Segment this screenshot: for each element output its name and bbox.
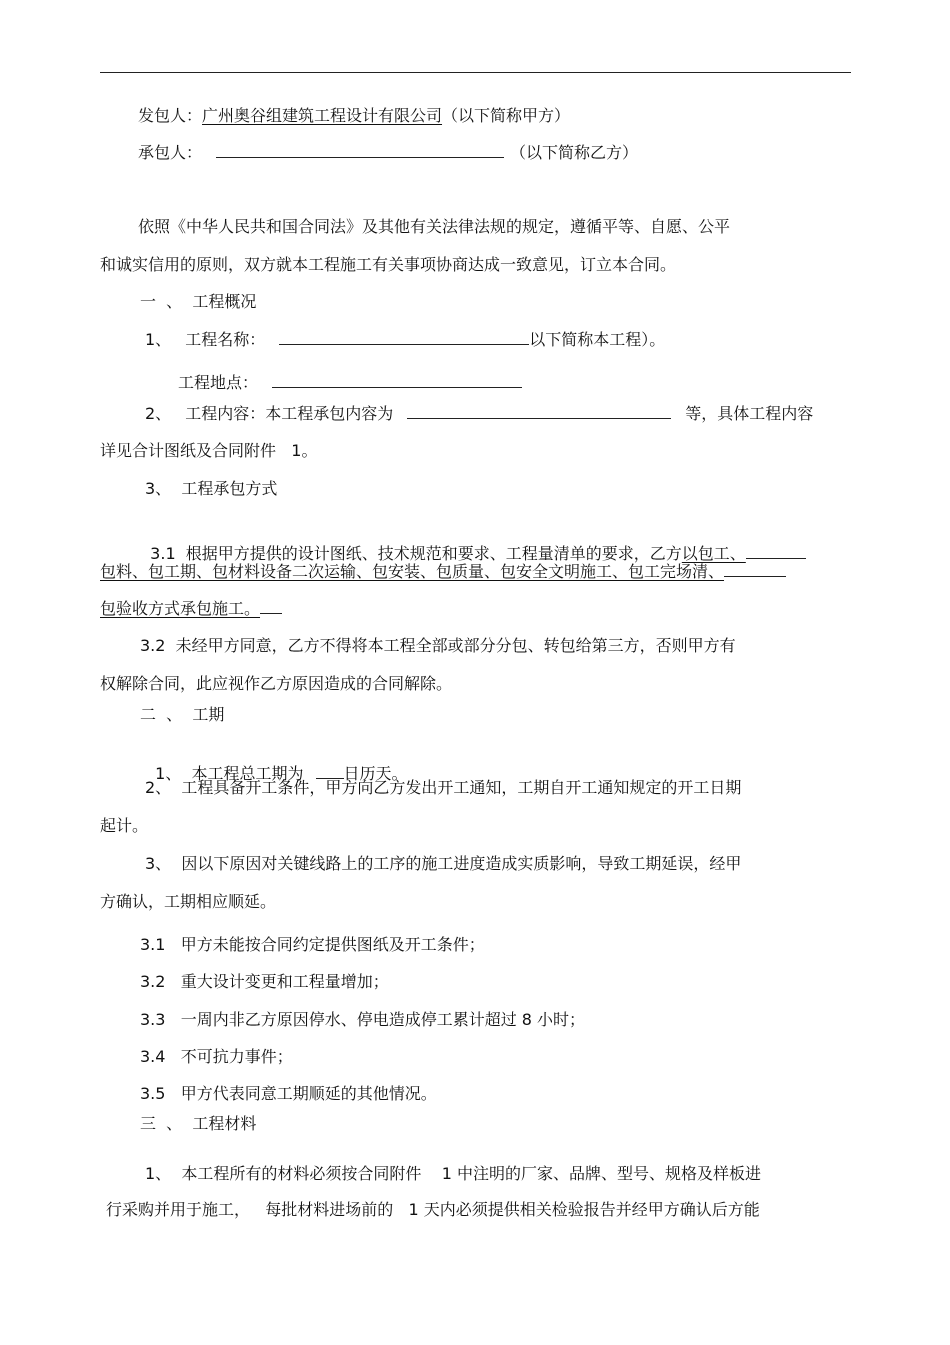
start-condition-line-2: 起计。 bbox=[100, 816, 149, 835]
duration-suffix: 日历天。 bbox=[343, 764, 408, 783]
section-3-heading: 三 、 工程材料 bbox=[140, 1114, 257, 1133]
section-1-heading: 一 、 工程概况 bbox=[140, 292, 257, 311]
project-location-line bbox=[178, 372, 522, 394]
delay-item: 3.1 甲方未能按合同约定提供图纸及开工条件； bbox=[140, 935, 485, 954]
start-condition-line-1: 2、 工程具备开工条件，甲方向乙方发出开工通知，工期自开工通知规定的开工日期 bbox=[145, 778, 742, 797]
clause-3-1-blank-2 bbox=[724, 562, 786, 577]
clause-3-1-underlined-2: 包料、包工期、包材料设备二次运输、包安装、包质量、包安全文明施工、包工完场清、 bbox=[100, 562, 725, 581]
delay-item: 3.4 不可抗力事件； bbox=[140, 1047, 293, 1066]
clause-3-2-line-2: 权解除合同，此应视作乙方原因造成的合同解除。 bbox=[100, 674, 453, 693]
employer-label: 发包人： bbox=[138, 106, 203, 125]
employer-name: 广州奥谷组建筑工程设计有限公司 bbox=[202, 106, 443, 125]
project-content-line-2: 详见合计图纸及合同附件 1。 bbox=[100, 441, 318, 460]
clause-3-1-text: 3.1 根据甲方提供的设计图纸、技术规范和要求、工程量清单的要求，乙方 bbox=[150, 544, 682, 563]
materials-line-1: 1、 本工程所有的材料必须按合同附件 1 中注明的厂家、品牌、型号、规格及样板进 bbox=[145, 1164, 761, 1183]
delay-reason-line-2: 方确认，工期相应顺延。 bbox=[100, 892, 277, 911]
preamble-line-1: 依照《中华人民共和国合同法》及其他有关法律法规的规定，遵循平等、自愿、公平 bbox=[138, 217, 731, 236]
section-2-heading: 二 、 工期 bbox=[140, 705, 225, 724]
duration-text: 1、 本工程总工期为 bbox=[155, 764, 304, 783]
project-location-label: 工程地点： bbox=[178, 373, 259, 392]
contract-method-heading: 3、 工程承包方式 bbox=[145, 479, 278, 498]
clause-3-1-blank bbox=[746, 544, 806, 559]
clause-3-1-blank-3 bbox=[260, 599, 282, 614]
materials-line-2: 行采购并用于施工， 每批材料进场前的 1 天内必须提供相关检验报告并经甲方确认后方能 bbox=[106, 1200, 760, 1219]
project-name-line bbox=[145, 329, 665, 351]
project-content-suffix: 等，具体工程内容 bbox=[685, 404, 814, 423]
item-number: 2、 bbox=[145, 404, 172, 423]
project-content-text: 工程内容：本工程承包内容为 bbox=[185, 404, 394, 423]
preamble-line-2: 和诚实信用的原则，双方就本工程施工有关事项协商达成一致意见，订立本合同。 bbox=[100, 255, 677, 274]
project-name-label: 工程名称： bbox=[185, 330, 266, 349]
delay-item: 3.2 重大设计变更和工程量增加； bbox=[140, 972, 389, 991]
clause-3-1-line-2 bbox=[100, 561, 786, 583]
project-name-suffix: 以下简称本工程）。 bbox=[529, 330, 666, 349]
clause-3-1-line-3 bbox=[100, 598, 282, 620]
clause-3-2-line-1: 3.2 未经甲方同意，乙方不得将本工程全部或部分分包、转包给第三方，否则甲方有 bbox=[140, 636, 736, 655]
contractor-blank bbox=[216, 143, 504, 158]
project-location-blank bbox=[272, 373, 522, 388]
project-name-blank bbox=[279, 330, 529, 345]
project-content-line bbox=[145, 403, 813, 425]
delay-reason-line-1: 3、 因以下原因对关键线路上的工序的施工进度造成实质影响，导致工期延误，经甲 bbox=[145, 854, 742, 873]
delay-item: 3.3 一周内非乙方原因停水、停电造成停工累计超过 8 小时； bbox=[140, 1010, 586, 1029]
clause-3-1-line-1 bbox=[140, 521, 806, 565]
employer-line bbox=[138, 105, 570, 127]
clause-3-1-underlined: 以包工、 bbox=[681, 544, 746, 563]
employer-suffix: （以下简称甲方） bbox=[442, 106, 571, 125]
item-number: 1、 bbox=[145, 330, 172, 349]
delay-item: 3.5 甲方代表同意工期顺延的其他情况。 bbox=[140, 1084, 437, 1103]
contractor-line bbox=[138, 142, 638, 164]
header-rule bbox=[100, 72, 851, 73]
contractor-suffix: （以下简称乙方） bbox=[510, 143, 639, 162]
clause-3-1-underlined-3: 包验收方式承包施工。 bbox=[100, 599, 261, 618]
project-content-blank bbox=[407, 404, 671, 419]
contractor-label: 承包人： bbox=[138, 143, 203, 162]
